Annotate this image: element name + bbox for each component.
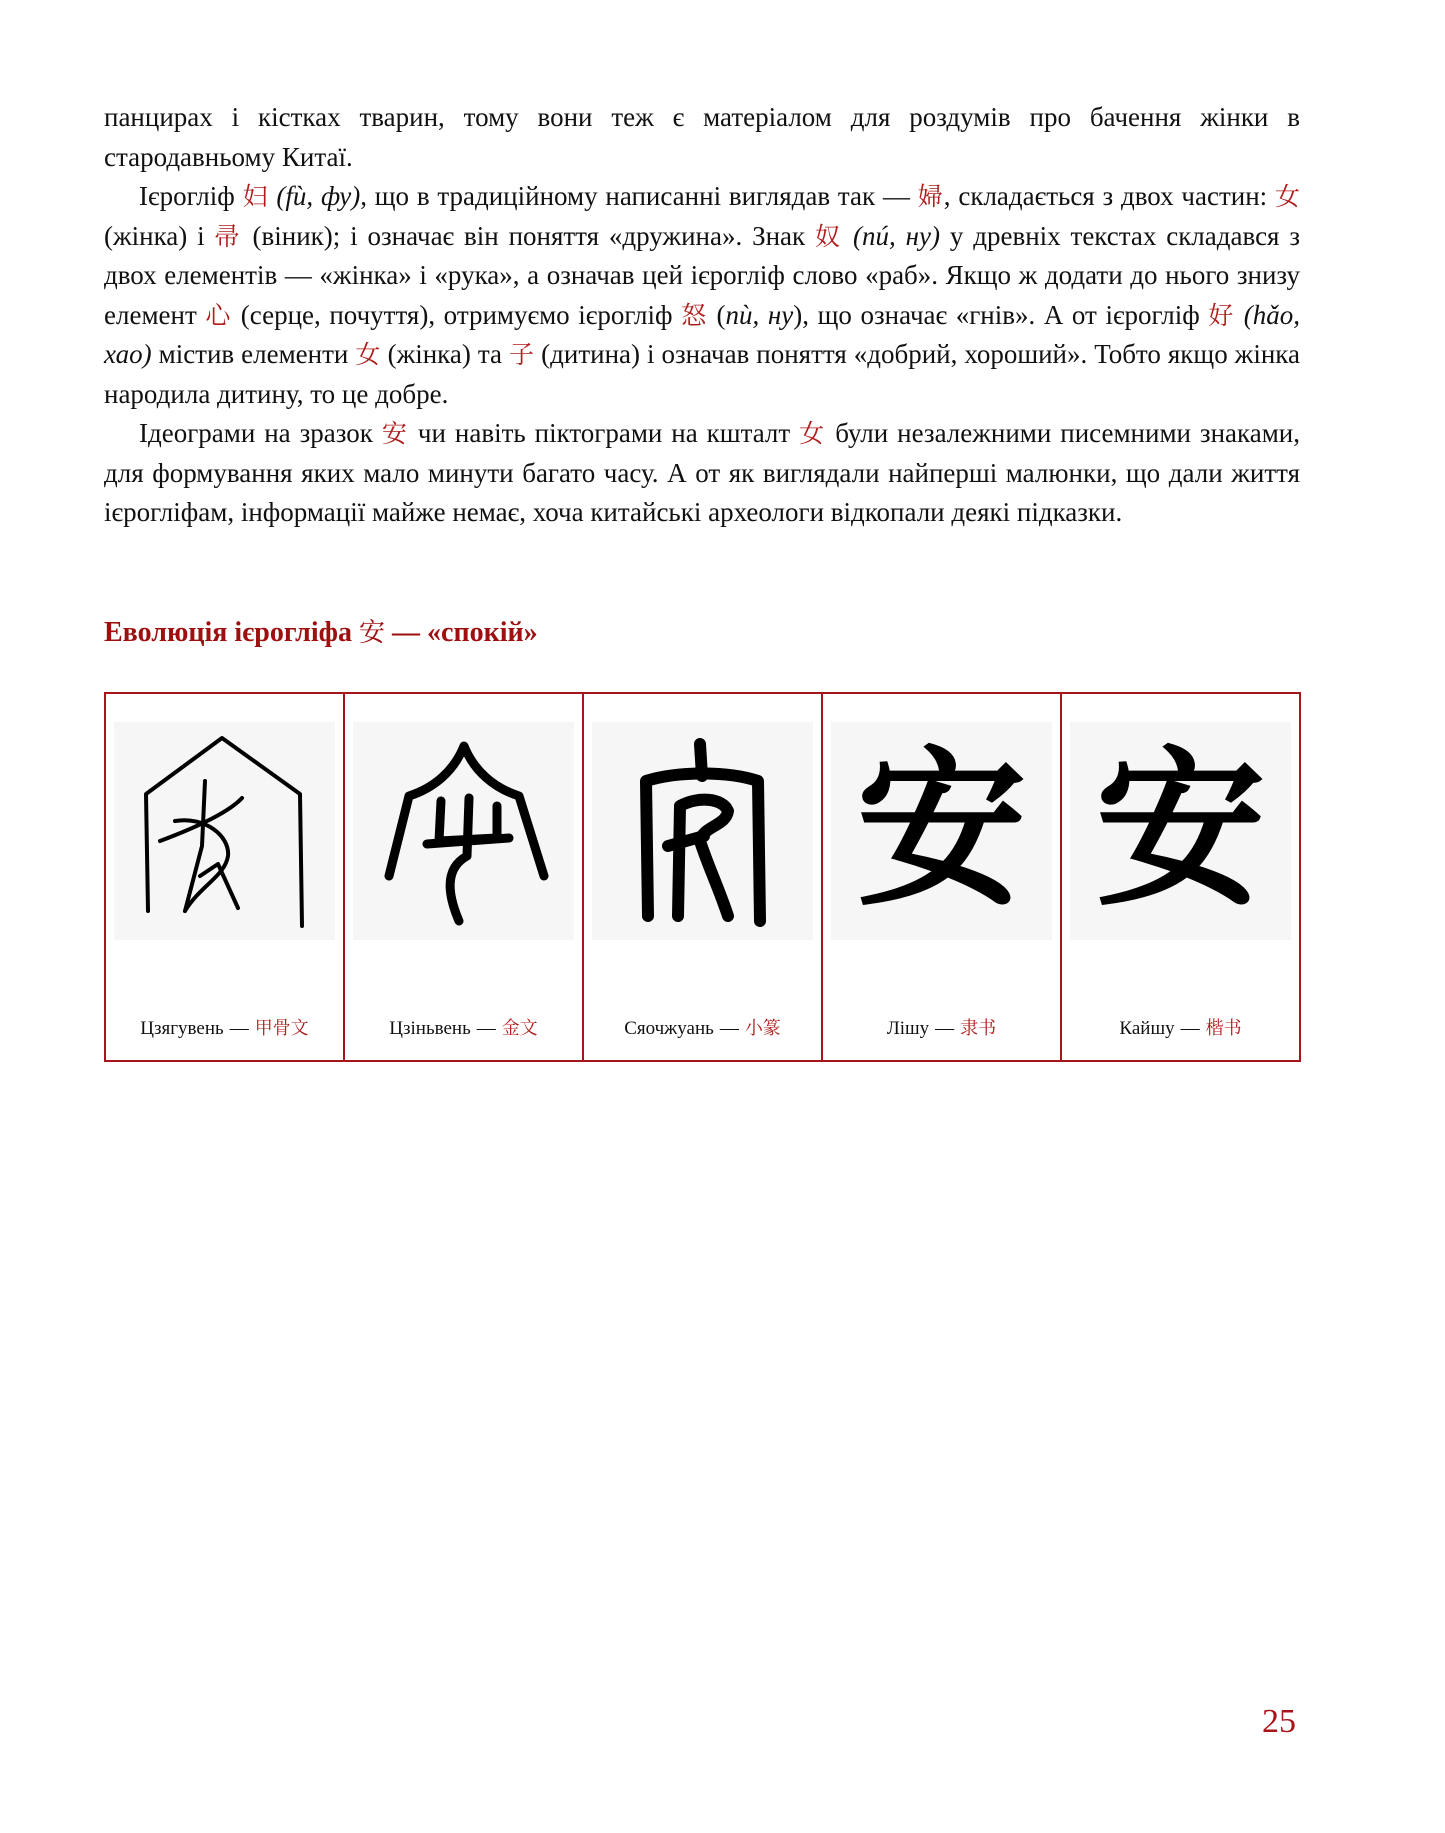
script-name-cn: 金文 [501,1018,538,1039]
small-seal-glyph-image [592,722,813,940]
text-run [1235,300,1244,330]
chinese-character: 安 [381,419,409,448]
evolution-cell-small-seal [584,694,823,1060]
body-text [104,98,1300,533]
caption [345,1014,582,1040]
transcription: (nú, ну) [853,220,941,251]
chinese-character: 子 [508,340,535,369]
text-run: , складається з двох частин: [943,181,1275,211]
text-run: (дитина) і означав поняття «добрий, хороший». Тобто якщо жінка народила дитину, то це добре. [104,339,1300,409]
oracle-bone-an-icon [130,726,320,936]
dash: — [476,1018,496,1039]
chinese-character: 怒 [681,300,708,330]
paragraph [104,177,1300,414]
script-name-ua: Кайшу [1119,1018,1175,1039]
paragraph [104,414,1300,533]
text-run: ( [707,299,726,330]
text-run: (жінка) і [104,220,215,251]
script-name-ua: Лішу [886,1018,930,1039]
evolution-cell-regular [1062,694,1299,1060]
caption [584,1014,821,1040]
chinese-character: 心 [205,300,233,330]
paragraph [104,98,1300,177]
script-name-ua: Цзягувень [140,1018,224,1039]
transcription: (fù, фу) [276,181,361,211]
text-run: Ієрогліф [139,181,243,211]
caption [106,1014,343,1040]
page-number: 25 [1262,1703,1296,1740]
dash: — [935,1018,955,1039]
chinese-character: 女 [799,419,827,448]
clerical-glyph-image [831,722,1052,940]
text-run: панцирах і кістках тварин, тому вони теж є матеріалом для роздумів про бачення жінки в стародавньому Китаї. [104,102,1300,172]
dash: — [1180,1018,1200,1039]
text-run: ), що означає «гнів». А от ієрогліф [793,299,1209,330]
chinese-character: 好 [1208,300,1236,330]
heading-suffix: — «спокій» [385,617,538,648]
evolution-cell-clerical [823,694,1062,1060]
text-run: містив елементи [151,339,356,369]
regular-glyph-image [1070,722,1291,940]
evolution-cell-oracle-bone [106,694,345,1060]
clerical-glyph: 安 [856,732,1027,930]
transcription: (hǎo, хао) [104,299,1300,369]
chinese-character: 奴 [815,221,844,251]
evolution-table [104,692,1301,1062]
text-run: Ідеограми на зразок [139,418,382,448]
text-run: чи навіть піктограми на кшталт [409,418,800,448]
script-name-ua: Сяочжуань [624,1018,714,1039]
caption [1062,1014,1299,1040]
script-name-cn: 小篆 [744,1018,781,1039]
text-run: у древніх текстах складався з двох елементів — «жінка» і «рука», а означав цей ієрогліф слово «раб». Якщо ж додати до нього знизу елемент [104,220,1301,330]
caption [823,1014,1060,1040]
heading-character: 安 [359,618,386,648]
text-run: (віник); і означає він поняття «дружина». Знак [242,220,816,251]
text-run: (серце, почуття), отримуємо ієрогліф [232,299,682,330]
chinese-character: 女 [355,340,381,369]
chinese-character: 婦 [917,182,944,211]
text-run [843,221,853,251]
chinese-character: 女 [1274,182,1300,211]
heading-prefix: Еволюція ієрогліфа [104,617,360,648]
dash: — [719,1018,739,1039]
small-seal-an-icon [608,726,798,936]
text-run: (жінка) та [380,339,509,369]
regular-glyph: 安 [1095,732,1266,930]
bronze-glyph-image [353,722,574,940]
dash: — [229,1018,249,1039]
evolution-cell-bronze [345,694,584,1060]
text-run: , що в традиційному написанні виглядав так — [360,181,918,211]
script-name-ua: Цзіньвень [389,1018,471,1039]
transcription: nù, ну [725,299,794,330]
oracle-bone-glyph-image [114,722,335,940]
bronze-an-icon [369,726,559,936]
script-name-cn: 隶书 [960,1018,997,1039]
chinese-character: 妇 [242,182,269,211]
section-heading [104,612,538,649]
script-name-cn: 甲骨文 [254,1018,309,1039]
text-run: були незалежними писемними знаками, для формування яких мало минути багато часу. А от як виглядали найперші малюнки, що дали життя ієрогліфам, інформації майже немає, хоча китайські археологи відкопали деякі підказки. [104,418,1300,527]
chinese-character: 帚 [214,221,243,251]
script-name-cn: 楷书 [1205,1018,1242,1039]
